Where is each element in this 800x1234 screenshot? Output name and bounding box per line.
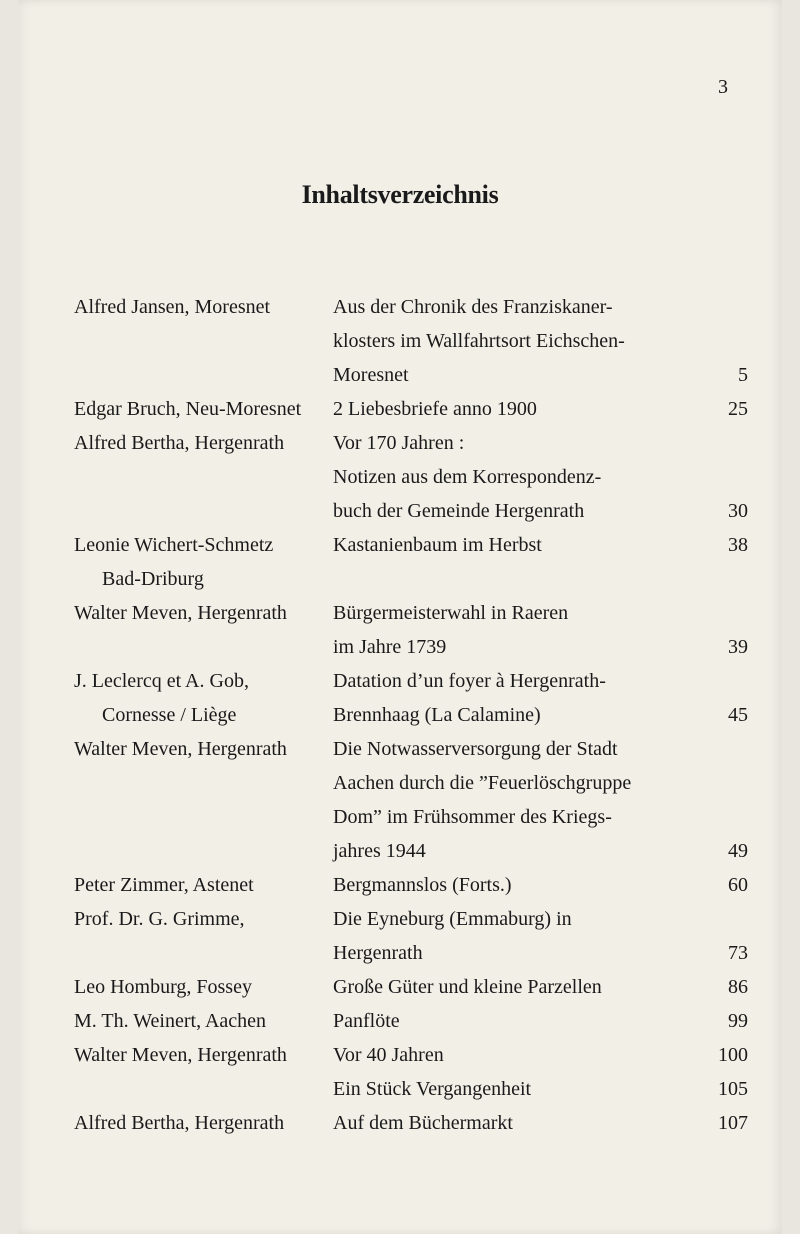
toc-author: Walter Meven, Hergenrath bbox=[74, 602, 287, 624]
page-number: 3 bbox=[718, 76, 728, 98]
toc-page: 60 bbox=[728, 874, 748, 896]
toc-page: 99 bbox=[728, 1010, 748, 1032]
toc-entry bbox=[74, 868, 754, 902]
toc-title: Aus der Chronik des Franziskaner- klosters im Wallfahrtsort Eichschen- Moresnet bbox=[333, 296, 625, 386]
toc-page: 107 bbox=[718, 1112, 748, 1134]
toc-title: Die Eyneburg (Emmaburg) in Hergenrath bbox=[333, 908, 572, 964]
toc-author: Walter Meven, Hergenrath bbox=[74, 738, 287, 760]
toc-entry bbox=[74, 902, 754, 970]
toc-author: Edgar Bruch, Neu-Moresnet bbox=[74, 398, 302, 420]
toc-author: Walter Meven, Hergenrath bbox=[74, 1044, 287, 1066]
toc-entry bbox=[74, 290, 754, 392]
toc-author: M. Th. Weinert, Aachen bbox=[74, 1010, 267, 1032]
toc-author: Peter Zimmer, Astenet bbox=[74, 874, 254, 896]
toc-title: Ein Stück Vergangenheit bbox=[333, 1078, 532, 1100]
toc-entry bbox=[74, 664, 754, 732]
toc-entry bbox=[74, 426, 754, 528]
toc-entry bbox=[74, 1072, 754, 1106]
toc-title: Große Güter und kleine Parzellen bbox=[333, 976, 602, 998]
toc-entry bbox=[74, 732, 754, 868]
toc-entry bbox=[74, 596, 754, 664]
toc-page: 49 bbox=[728, 840, 748, 862]
toc-page: 39 bbox=[728, 636, 748, 658]
toc-author: Alfred Bertha, Hergenrath bbox=[74, 1112, 285, 1134]
toc-entry bbox=[74, 528, 754, 596]
toc-entry bbox=[74, 1106, 754, 1140]
toc-author: Leonie Wichert-Schmetz Bad-Driburg bbox=[74, 534, 274, 590]
toc-page: 100 bbox=[718, 1044, 748, 1066]
toc-page: 30 bbox=[728, 500, 748, 522]
toc-entry bbox=[74, 1038, 754, 1072]
toc-title: Auf dem Büchermarkt bbox=[333, 1112, 513, 1134]
toc-author: Prof. Dr. G. Grimme, bbox=[74, 908, 245, 930]
toc-title: Bürgermeisterwahl in Raeren im Jahre 1739 bbox=[333, 602, 569, 658]
toc-title: Vor 170 Jahren : Notizen aus dem Korrespondenz- buch der Gemeinde Hergenrath bbox=[333, 432, 602, 522]
toc-title: Vor 40 Jahren bbox=[333, 1044, 444, 1066]
toc-title: Bergmannslos (Forts.) bbox=[333, 874, 512, 896]
toc-page: 25 bbox=[728, 398, 748, 420]
toc-title: Kastanienbaum im Herbst bbox=[333, 534, 542, 556]
toc-author: J. Leclercq et A. Gob, Cornesse / Liège bbox=[74, 670, 249, 726]
toc-title: 2 Liebesbriefe anno 1900 bbox=[333, 398, 537, 420]
toc-page: 86 bbox=[728, 976, 748, 998]
toc-title: Panflöte bbox=[333, 1010, 400, 1032]
toc-page: 45 bbox=[728, 704, 748, 726]
toc-entry bbox=[74, 970, 754, 1004]
toc-page: 38 bbox=[728, 534, 748, 556]
toc-entry bbox=[74, 392, 754, 426]
toc-page: 73 bbox=[728, 942, 748, 964]
toc-heading: Inhaltsverzeichnis bbox=[301, 180, 499, 209]
toc-entry bbox=[74, 1004, 754, 1038]
toc-title: Datation d’un foyer à Hergenrath- Brennhaag (La Calamine) bbox=[333, 670, 606, 726]
toc-author: Alfred Bertha, Hergenrath bbox=[74, 432, 285, 454]
toc-author: Leo Homburg, Fossey bbox=[74, 976, 252, 998]
table-of-contents bbox=[74, 290, 754, 1140]
toc-page: 105 bbox=[718, 1078, 748, 1100]
toc-page: 5 bbox=[738, 364, 748, 386]
toc-title: Die Notwasserversorgung der Stadt Aachen durch die ”Feuerlöschgruppe Dom” im Frühsommer des Kriegs- jahres 1944 bbox=[333, 738, 632, 862]
toc-author: Alfred Jansen, Moresnet bbox=[74, 296, 271, 318]
